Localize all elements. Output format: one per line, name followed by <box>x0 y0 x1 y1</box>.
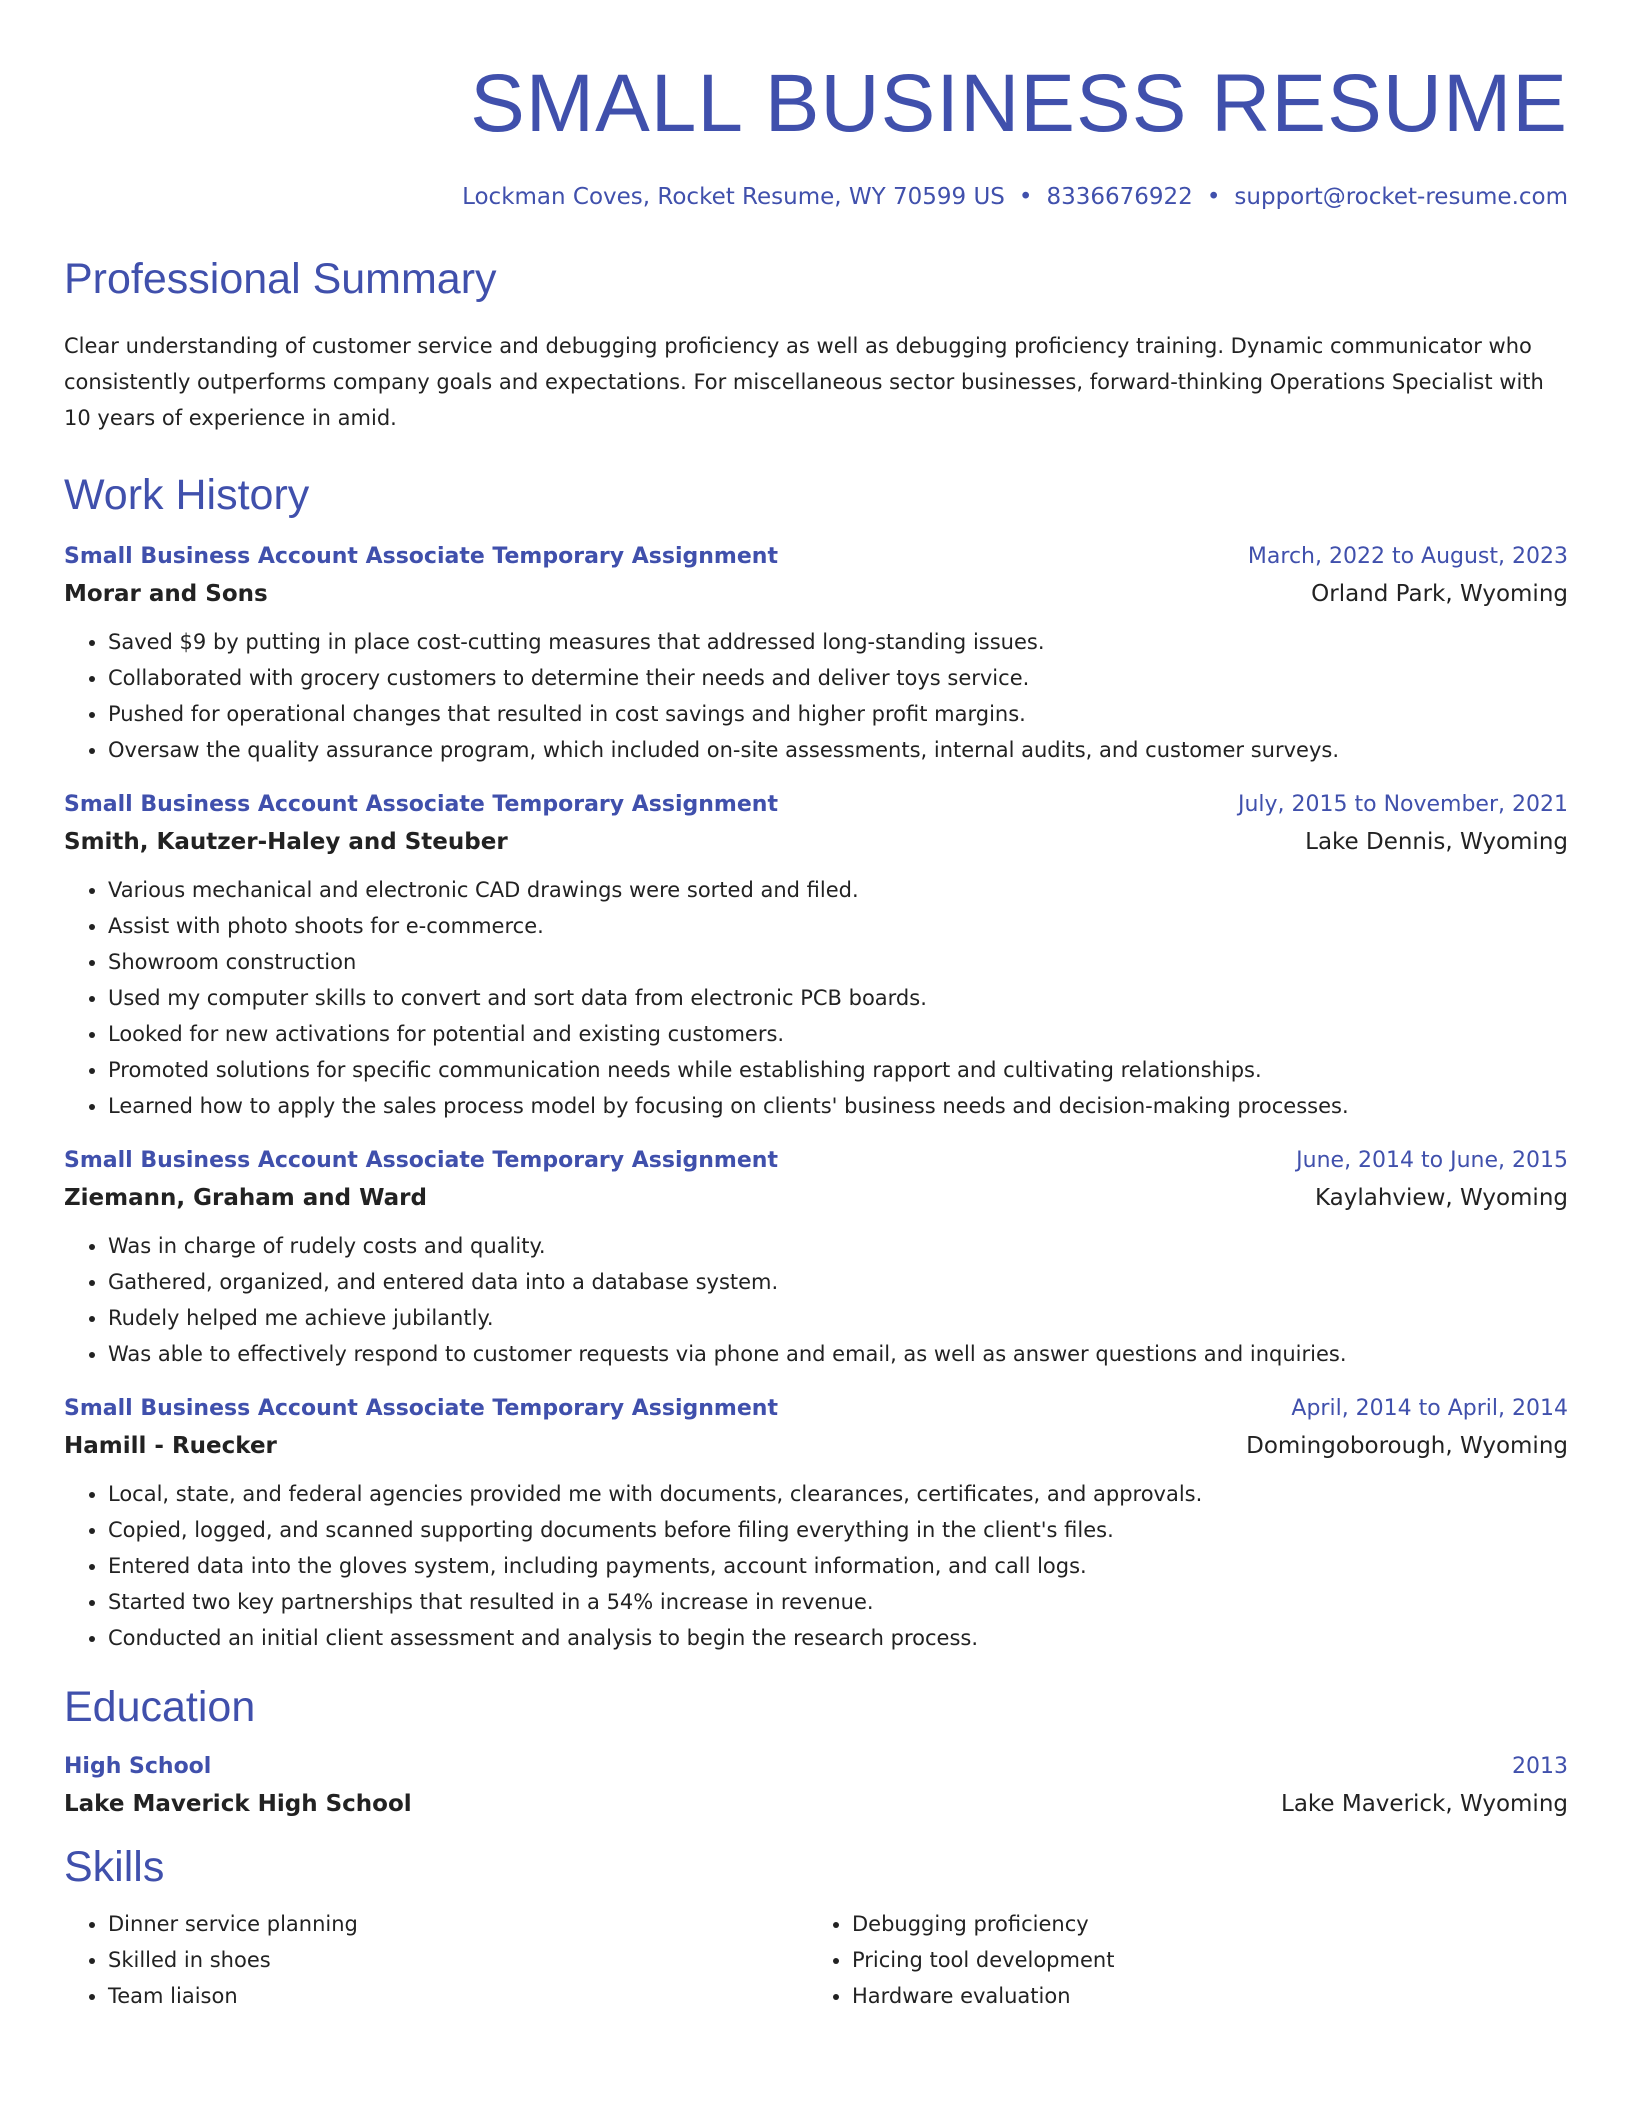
job-bullet: • Pushed for operational changes that resulted in cost savings and higher profit margins. <box>108 696 1568 732</box>
job-bullet: • Oversaw the quality assurance program, which included on-site assessments, internal audits, and customer surveys. <box>108 732 1568 768</box>
job-entry <box>64 542 1568 768</box>
resume-page <box>64 0 1568 2014</box>
job-employer: Ziemann, Graham and Ward <box>64 1185 427 1211</box>
job-bullet: • Gathered, organized, and entered data into a database system. <box>108 1264 1568 1300</box>
job-bullet: • Used my computer skills to convert and sort data from electronic PCB boards. <box>108 980 1568 1016</box>
skill-item: • Dinner service planning <box>108 1906 808 1942</box>
contact-phone: 8336676922 <box>1046 184 1193 210</box>
resume-title: SMALL BUSINESS RESUME <box>470 58 1568 149</box>
job-bullet: • Local, state, and federal agencies provided me with documents, clearances, certificates, and approvals. <box>108 1476 1568 1512</box>
skills-heading: Skills <box>64 1843 165 1891</box>
job-bullet: • Was able to effectively respond to customer requests via phone and email, as well as answer questions and inquiries. <box>108 1336 1568 1372</box>
job-title: Small Business Account Associate Temporary Assignment <box>64 1148 778 1173</box>
contact-line <box>64 182 1568 212</box>
skills-column-right <box>808 1906 1552 2014</box>
job-title: Small Business Account Associate Temporary Assignment <box>64 792 778 817</box>
skill-item: • Team liaison <box>108 1978 808 2014</box>
job-bullet: • Collaborated with grocery customers to determine their needs and deliver toys service. <box>108 660 1568 696</box>
job-employer: Smith, Kautzer-Haley and Steuber <box>64 829 508 855</box>
job-location: Domingoborough, Wyoming <box>1246 1433 1568 1459</box>
job-bullet: • Various mechanical and electronic CAD drawings were sorted and filed. <box>108 872 1568 908</box>
job-bullet: • Showroom construction <box>108 944 1568 980</box>
job-bullet: • Copied, logged, and scanned supporting documents before filing everything in the client's files. <box>108 1512 1568 1548</box>
job-location: Lake Dennis, Wyoming <box>1305 829 1568 855</box>
work-history-heading: Work History <box>64 471 310 519</box>
job-bullet: • Saved $9 by putting in place cost-cutting measures that addressed long-standing issues. <box>108 624 1568 660</box>
skills-list <box>64 1906 1568 2014</box>
summary-text: Clear understanding of customer service and debugging proficiency as well as debugging proficiency training. Dynamic communicator who consistently outperforms company goals and expectations. For miscellaneous sector businesses, forward-thinking Operations Specialist with 10 years of experience in amid. <box>64 334 1544 430</box>
contact-separator: • <box>1018 184 1033 210</box>
job-bullet-list <box>64 1228 1568 1372</box>
education-school: Lake Maverick High School <box>64 1791 412 1817</box>
job-employer: Morar and Sons <box>64 581 268 607</box>
job-bullet: • Started two key partnerships that resulted in a 54% increase in revenue. <box>108 1584 1568 1620</box>
job-entry <box>64 1394 1568 1656</box>
job-bullet-list <box>64 1476 1568 1656</box>
education-heading: Education <box>64 1683 256 1731</box>
job-bullet: • Rudely helped me achieve jubilantly. <box>108 1300 1568 1336</box>
job-bullet: • Was in charge of rudely costs and quality. <box>108 1228 1568 1264</box>
contact-email: support@rocket-resume.com <box>1234 184 1568 210</box>
job-location: Kaylahview, Wyoming <box>1314 1185 1568 1211</box>
job-bullet: • Conducted an initial client assessment and analysis to begin the research process. <box>108 1620 1568 1656</box>
job-bullet: • Assist with photo shoots for e-commerce. <box>108 908 1568 944</box>
summary-heading: Professional Summary <box>64 255 497 303</box>
job-dates: April, 2014 to April, 2014 <box>1291 1396 1568 1421</box>
job-dates: March, 2022 to August, 2023 <box>1247 544 1568 569</box>
contact-separator: • <box>1206 184 1221 210</box>
skill-item: • Debugging proficiency <box>852 1906 1552 1942</box>
education-entry <box>64 1752 1568 1820</box>
job-bullet-list <box>64 872 1568 1124</box>
job-bullet: • Entered data into the gloves system, including payments, account information, and call logs. <box>108 1548 1568 1584</box>
job-dates: July, 2015 to November, 2021 <box>1237 792 1568 817</box>
job-bullet: • Looked for new activations for potential and existing customers. <box>108 1016 1568 1052</box>
education-location: Lake Maverick, Wyoming <box>1281 1791 1568 1817</box>
education-year: 2013 <box>1512 1754 1568 1779</box>
job-title: Small Business Account Associate Temporary Assignment <box>64 544 778 569</box>
skills-column-left <box>64 1906 808 2014</box>
skill-item: • Pricing tool development <box>852 1942 1552 1978</box>
contact-address: Lockman Coves, Rocket Resume, WY 70599 US <box>462 184 1005 210</box>
job-bullet: • Promoted solutions for specific communication needs while establishing rapport and cultivating relationships. <box>108 1052 1568 1088</box>
job-entry <box>64 790 1568 1124</box>
skill-item: • Hardware evaluation <box>852 1978 1552 2014</box>
job-employer: Hamill - Ruecker <box>64 1433 277 1459</box>
job-bullet: • Learned how to apply the sales process model by focusing on clients' business needs and decision-making processes. <box>108 1088 1568 1124</box>
skill-item: • Skilled in shoes <box>108 1942 808 1978</box>
job-entry <box>64 1146 1568 1372</box>
job-location: Orland Park, Wyoming <box>1311 581 1568 607</box>
job-bullet-list <box>64 624 1568 768</box>
job-title: Small Business Account Associate Temporary Assignment <box>64 1396 778 1421</box>
job-dates: June, 2014 to June, 2015 <box>1296 1148 1568 1173</box>
education-degree: High School <box>64 1754 212 1779</box>
